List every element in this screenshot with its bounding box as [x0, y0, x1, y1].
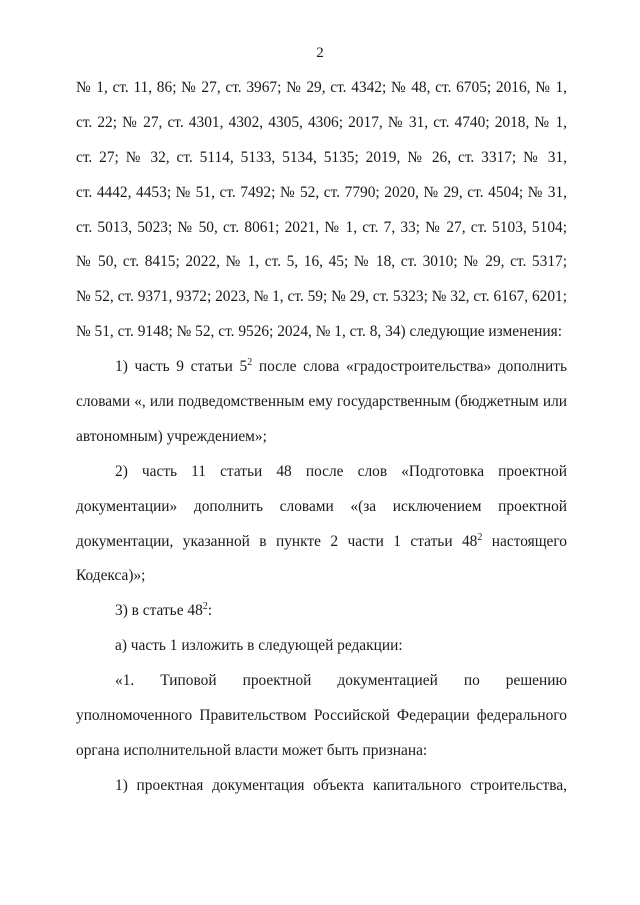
text-line: уполномоченного Правительством Российской Федерации федерального [76, 707, 567, 725]
text-line: ст. 5013, 5023; № 50, ст. 8061; 2021, № 1, ст. 7, 33; № 27, ст. 5103, 5104; [76, 218, 567, 236]
text-line: органа исполнительной власти может быть признана: [76, 741, 428, 759]
document-body [76, 77, 567, 810]
text-line: документации» дополнить словами «(за исключением проектной [76, 497, 567, 515]
text-line: ст. 4442, 4453; № 51, ст. 7492; № 52, ст. 7790; 2020, № 29, ст. 4504; № 31, [76, 183, 567, 201]
quoted-item-1-line: 1) проектная документация объекта капитального строительства, [115, 776, 567, 794]
subparagraph-a-line: а) часть 1 изложить в следующей редакции: [115, 637, 403, 655]
text-line: № 52, ст. 9371, 9372; 2023, № 1, ст. 59; № 29, ст. 5323; № 32, ст. 6167, 6201; [76, 288, 567, 306]
quoted-paragraph-line: «1. Типовой проектной документацией по решению [115, 672, 567, 690]
text-line: ст. 27; № 32, ст. 5114, 5133, 5134, 5135; 2019, № 26, ст. 3317; № 31, [76, 148, 567, 166]
text-line: ст. 22; № 27, ст. 4301, 4302, 4305, 4306; 2017, № 31, ст. 4740; 2018, № 1, [76, 113, 567, 131]
paragraph-item-2-line: 2) часть 11 статьи 48 после слов «Подготовка проектной [115, 462, 567, 480]
text-line: № 1, ст. 11, 86; № 27, ст. 3967; № 29, ст. 4342; № 48, ст. 6705; 2016, № 1, [76, 79, 567, 96]
text-line: автономным) учреждением»; [76, 427, 267, 445]
text-line: словами «, или подведомственным ему государственным (бюджетным или [76, 393, 567, 411]
text-line: № 50, ст. 8415; 2022, № 1, ст. 5, 16, 45; № 18, ст. 3010; № 29, ст. 5317; [76, 253, 567, 271]
superscript: 2 [477, 531, 483, 543]
paragraph-item-1-line: 1) часть 9 статьи $5^2$ после слова «градостроительства» дополнить [115, 357, 567, 376]
superscript: 2 [247, 357, 253, 369]
paragraph-item-3-line: 3) в статье $48^2$: [115, 601, 213, 620]
page-number: 2 [316, 45, 324, 61]
text-line: Кодекса)»; [76, 567, 146, 585]
text-line: документации, указанной в пункте 2 части 1 статьи $48^2$ настоящего [76, 531, 567, 550]
superscript: 2 [202, 601, 208, 613]
text-line: № 51, ст. 9148; № 52, ст. 9526; 2024, № 1, ст. 8, 34) следующие изменения: [76, 323, 562, 341]
